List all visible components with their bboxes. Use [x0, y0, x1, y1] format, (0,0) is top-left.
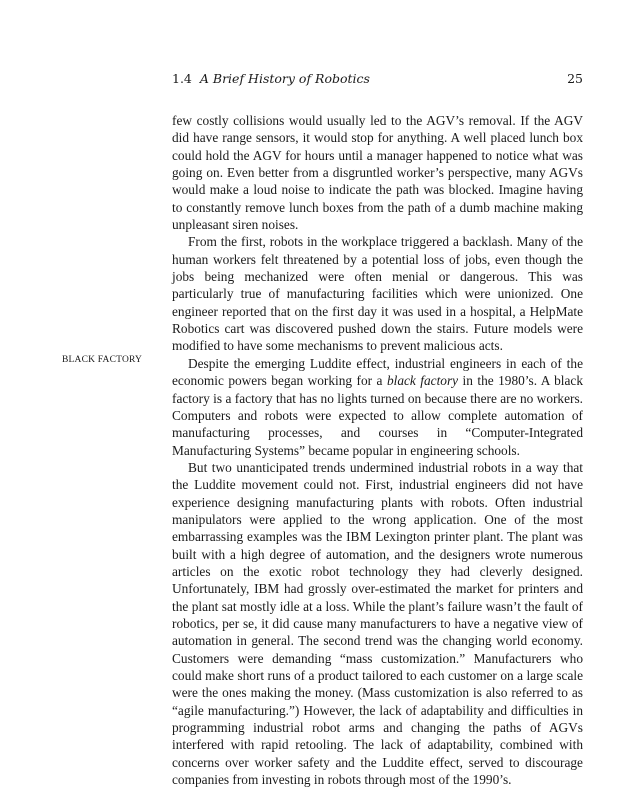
paragraph-backlash: From the first, robots in the workplace triggered a backlash. Many of the human workers felt threatened by a potential loss of jobs, even though the jobs being mechanized were often menial or dangerous. This was particularly true of manufacturing facilities which were unionized. One engineer reported that on the first day it was used in a hospital, a HelpMate Robotics cart was discovered pushed down the stairs. Future models were modified to have some mechanisms to prevent malicious acts.: [172, 234, 583, 354]
term-black-factory: black factory: [386, 373, 459, 389]
paragraph-black-factory: [172, 355, 583, 459]
section-heading: [172, 70, 370, 88]
paragraph-agv-collisions: few costly collisions would usually led to the AGV’s removal. If the AGV did have range sensors, it would stop for anything. A well placed lunch box could hold the AGV for hours until a manager happened to notice what was going on. Even better from a disgruntled worker’s perspective, many AGVs would make a loud noise to indicate the path was blocked. Imagine having to constantly remove lunch boxes from the path of a dumb machine making unpleasant siren noises.: [172, 113, 583, 233]
body-text: [172, 112, 583, 788]
paragraph-black-factory-after: in the 1980’s. A black factory is a factory that has no lights turned on because there are no workers. Computers and robots were expected to allow complete automation of manufacturing processes, and courses in “Computer-Integrated Manufacturing Systems” became popular in engineering schools.: [172, 373, 584, 458]
section-title: A Brief History of Robotics: [199, 71, 370, 86]
paragraph-black-factory-before: Despite the emerging Luddite effect, industrial engineers in each of the economic powers began working for a: [172, 355, 583, 389]
page-number: 25: [567, 71, 583, 86]
running-header: [172, 70, 583, 88]
margin-note-black-factory: BLACK FACTORY: [62, 355, 143, 365]
paragraph-unanticipated-trends: But two unanticipated trends undermined industrial robots in a way that the Luddite movement could not. First, industrial engineers did not have experience designing manufacturing plants with robots. Often industrial manipulators were applied to the wrong application. One of the most embarrassing examples was the IBM Lexington printer plant. The plant was built with a high degree of automation, and the designers wrote numerous articles on the exotic robot technology they had cleverly designed. Unfortunately, IBM had grossly over-estimated the market for printers and the plant sat mostly idle at a loss. While the plant’s failure wasn’t the fault of robotics, per se, it did cause many manufacturers to have a negative view of automation in general. The second trend was the changing world economy. Customers were demanding “mass customization.” Manufacturers who could make short runs of a product tailored to each customer on a large scale were the ones making the money. (Mass customization is also referred to as “agile manufacturing.”) However, the lack of adaptability and difficulties in programming industrial robot arms and changing the paths of AGVs interfered with rapid retooling. The lack of adaptability, combined with concerns over worker safety and the Luddite effect, served to discourage companies from investing in robots through most of the 1990’s.: [172, 459, 583, 788]
section-number: 1.4: [172, 71, 192, 86]
